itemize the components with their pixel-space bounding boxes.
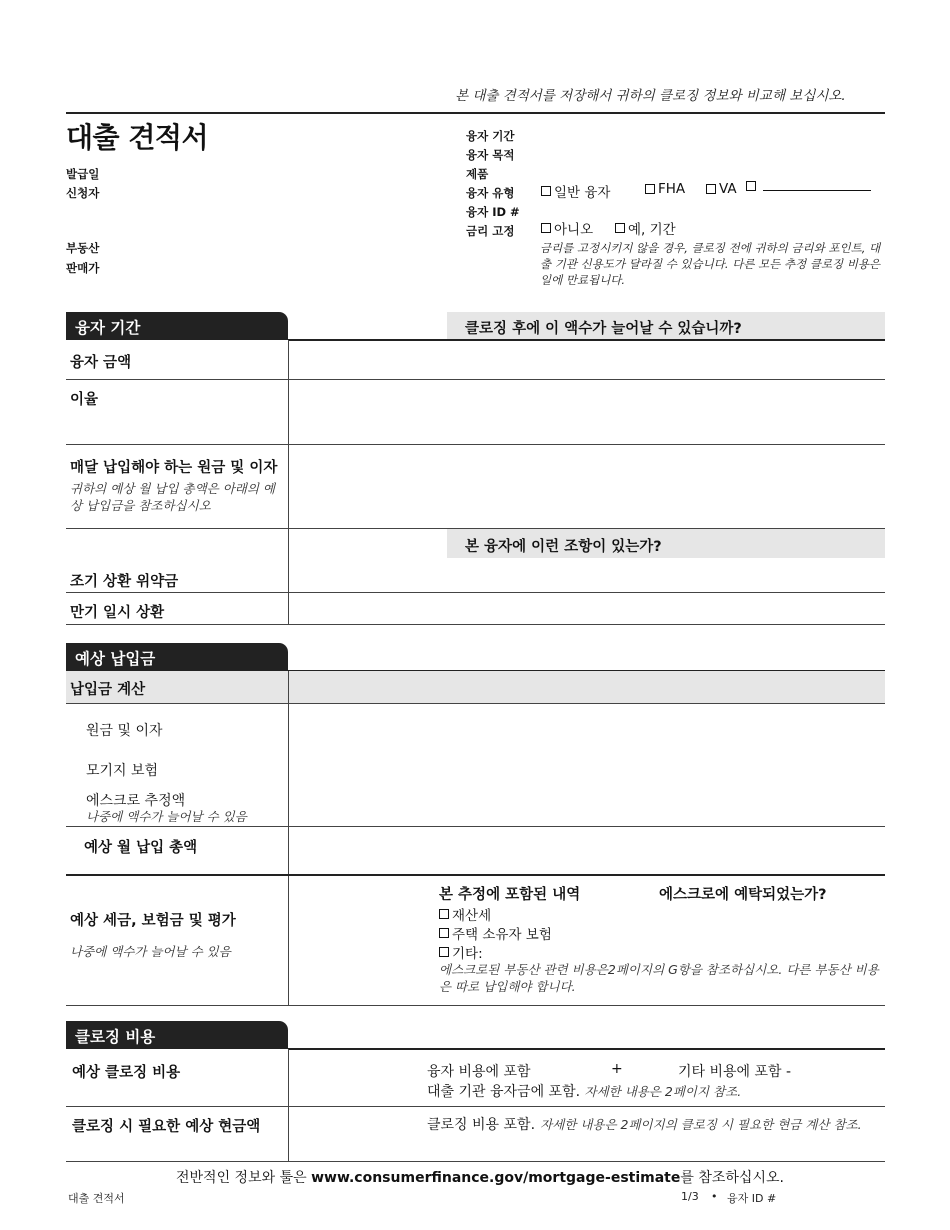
lender-credits-text: 대출 기관 융자금에 포함. [427,1084,581,1100]
cash-to-close-label: 클로징 시 필요한 예상 현금액 [72,1119,261,1135]
row-divider [66,624,885,625]
homeowners-insurance-label: 주택 소유자 보험 [452,927,552,943]
product-label: 제품 [466,167,489,181]
escrow-label: 에스크로 추정액 [86,793,186,809]
loan-term-label: 융자 기간 [466,129,515,143]
row-divider [66,444,885,445]
footer-info-link[interactable]: www.consumerfinance.gov/mortgage-estimate [311,1170,681,1186]
footer-info-suffix: 를 참조하십시오. [680,1170,784,1186]
escrow-items-note: 에스크로된 부동산 관련 비용은2페이지의 G항을 참조하십시오. 다른 부동산 비용은 따로 납입해야 합니다. [439,962,879,994]
loan-type-va-checkbox[interactable] [706,181,737,197]
loan-type-conventional-checkbox[interactable] [541,181,610,201]
checkbox-icon [645,184,655,194]
header-rule [66,112,885,114]
cash-to-close-text [427,1115,883,1134]
section-loan-terms: 융자 기간 [66,312,288,340]
section-rule [288,339,885,341]
column-divider [288,340,289,624]
included-header: 본 추정에 포함된 내역 [439,887,581,903]
lender-credits-note: 자세한 내용은 2페이지 참조. [584,1084,742,1099]
payment-calc-header-bg [66,671,885,703]
loan-type-other-field[interactable] [763,181,871,191]
loan-type-fha-checkbox[interactable] [645,181,685,197]
row-divider-heavy [66,874,885,876]
footer-loan-id: 융자 ID # [727,1192,777,1205]
checkbox-icon [541,223,551,233]
prepayment-penalty-label: 조기 상환 위약금 [70,574,179,590]
question-increase: 클로징 후에 이 액수가 늘어날 수 있습니까? [465,321,742,337]
property-tax-checkbox[interactable] [439,904,491,924]
checkbox-icon [746,181,756,191]
rate-lock-label: 금리 고정 [466,224,515,238]
loan-amount-label: 융자 금액 [70,355,132,371]
loan-type-other-checkbox[interactable] [746,181,871,191]
property-tax-label: 재산세 [452,908,492,924]
rate-lock-no-checkbox[interactable] [541,218,593,238]
row-divider [66,592,885,593]
mortgage-insurance-label: 모기지 보험 [86,763,159,779]
row-divider [66,379,885,380]
purpose-label: 융자 목적 [466,148,515,162]
section-projected-payments: 예상 납입금 [66,643,288,671]
sale-price-label: 판매가 [66,261,100,275]
checkbox-icon [439,928,449,938]
total-monthly-label: 예상 월 납입 총액 [84,840,198,856]
checkbox-icon [706,184,716,194]
loan-type-conventional-label: 일반 융자 [554,185,611,201]
footer-page-number: 1/3 [681,1190,699,1203]
cash-to-close-line: 클로징 비용 포함. [427,1117,536,1133]
interest-rate-label: 이율 [70,392,99,408]
loan-type-fha-label: FHA [658,181,686,197]
row-divider [66,1106,885,1107]
payment-calc-label: 납입금 계산 [70,682,146,698]
taxes-insurance-note: 나중에 액수가 늘어날 수 있음 [70,944,231,959]
closing-costs-lender-credits [427,1081,741,1101]
monthly-pi-label: 매달 납입해야 하는 원금 및 이자 [70,460,278,476]
closing-costs-plus: + [611,1061,623,1077]
footer-info-prefix: 전반적인 정보와 툴은 [176,1170,307,1186]
escrow-header: 에스크로에 예탁되었는가? [659,887,827,903]
applicant-label: 신청자 [66,186,100,200]
rate-lock-yes-label: 예, 기간 [628,222,676,238]
checkbox-icon [439,947,449,957]
property-label: 부동산 [66,241,100,255]
checkbox-icon [541,186,551,196]
column-divider [288,671,289,1005]
escrow-note: 나중에 액수가 늘어날 수 있음 [86,809,247,824]
checkbox-icon [615,223,625,233]
cash-to-close-note: 자세한 내용은 2페이지의 클로징 시 필요한 현금 계산 참조. [540,1117,862,1132]
section-closing-costs: 클로징 비용 [66,1021,288,1049]
closing-costs-loan-costs: 융자 비용에 포함 [427,1064,531,1080]
page-title: 대출 견적서 [66,121,208,154]
principal-interest-label: 원금 및 이자 [86,723,163,739]
closing-costs-other-costs: 기타 비용에 포함 - [678,1064,792,1080]
header-tagline: 본 대출 견적서를 저장해서 귀하의 클로징 정보와 비교해 보십시오. [455,88,846,104]
homeowners-insurance-checkbox[interactable] [439,923,552,943]
row-divider [66,826,885,827]
row-divider [66,1161,885,1162]
monthly-pi-note: 귀하의 예상 월 납입 총액은 아래의 예상 납입금을 참조하십시오 [70,481,275,513]
balloon-payment-label: 만기 일시 상환 [70,605,165,621]
footer-bullet: • [711,1190,718,1203]
checkbox-icon [439,909,449,919]
footer-info [176,1167,784,1187]
loan-id-label: 융자 ID # [466,205,520,219]
taxes-insurance-label: 예상 세금, 보험금 및 평가 [70,913,236,929]
closing-costs-label: 예상 클로징 비용 [72,1065,181,1081]
other-item-checkbox[interactable] [439,942,483,962]
loan-type-va-label: VA [719,181,737,197]
row-divider [66,703,885,704]
loan-type-label: 융자 유형 [466,186,515,200]
rate-lock-note: 금리를 고정시키지 않을 경우, 클로징 전에 귀하의 금리와 포인트, 대출 기관 신용도가 달라질 수 있습니다. 다른 모든 추정 클로징 비용은 일에 만료됩니다. [540,241,881,287]
rate-lock-yes-checkbox[interactable] [615,218,676,238]
rate-lock-no-label: 아니오 [554,222,594,238]
issue-date-label: 발급일 [66,167,100,181]
row-divider [66,1005,885,1006]
column-divider [288,1049,289,1161]
other-item-label: 기타: [452,946,483,962]
footer-doc-name: 대출 견적서 [68,1192,125,1205]
section-rule [288,1048,885,1050]
question-features: 본 융자에 이런 조항이 있는가? [465,539,662,555]
